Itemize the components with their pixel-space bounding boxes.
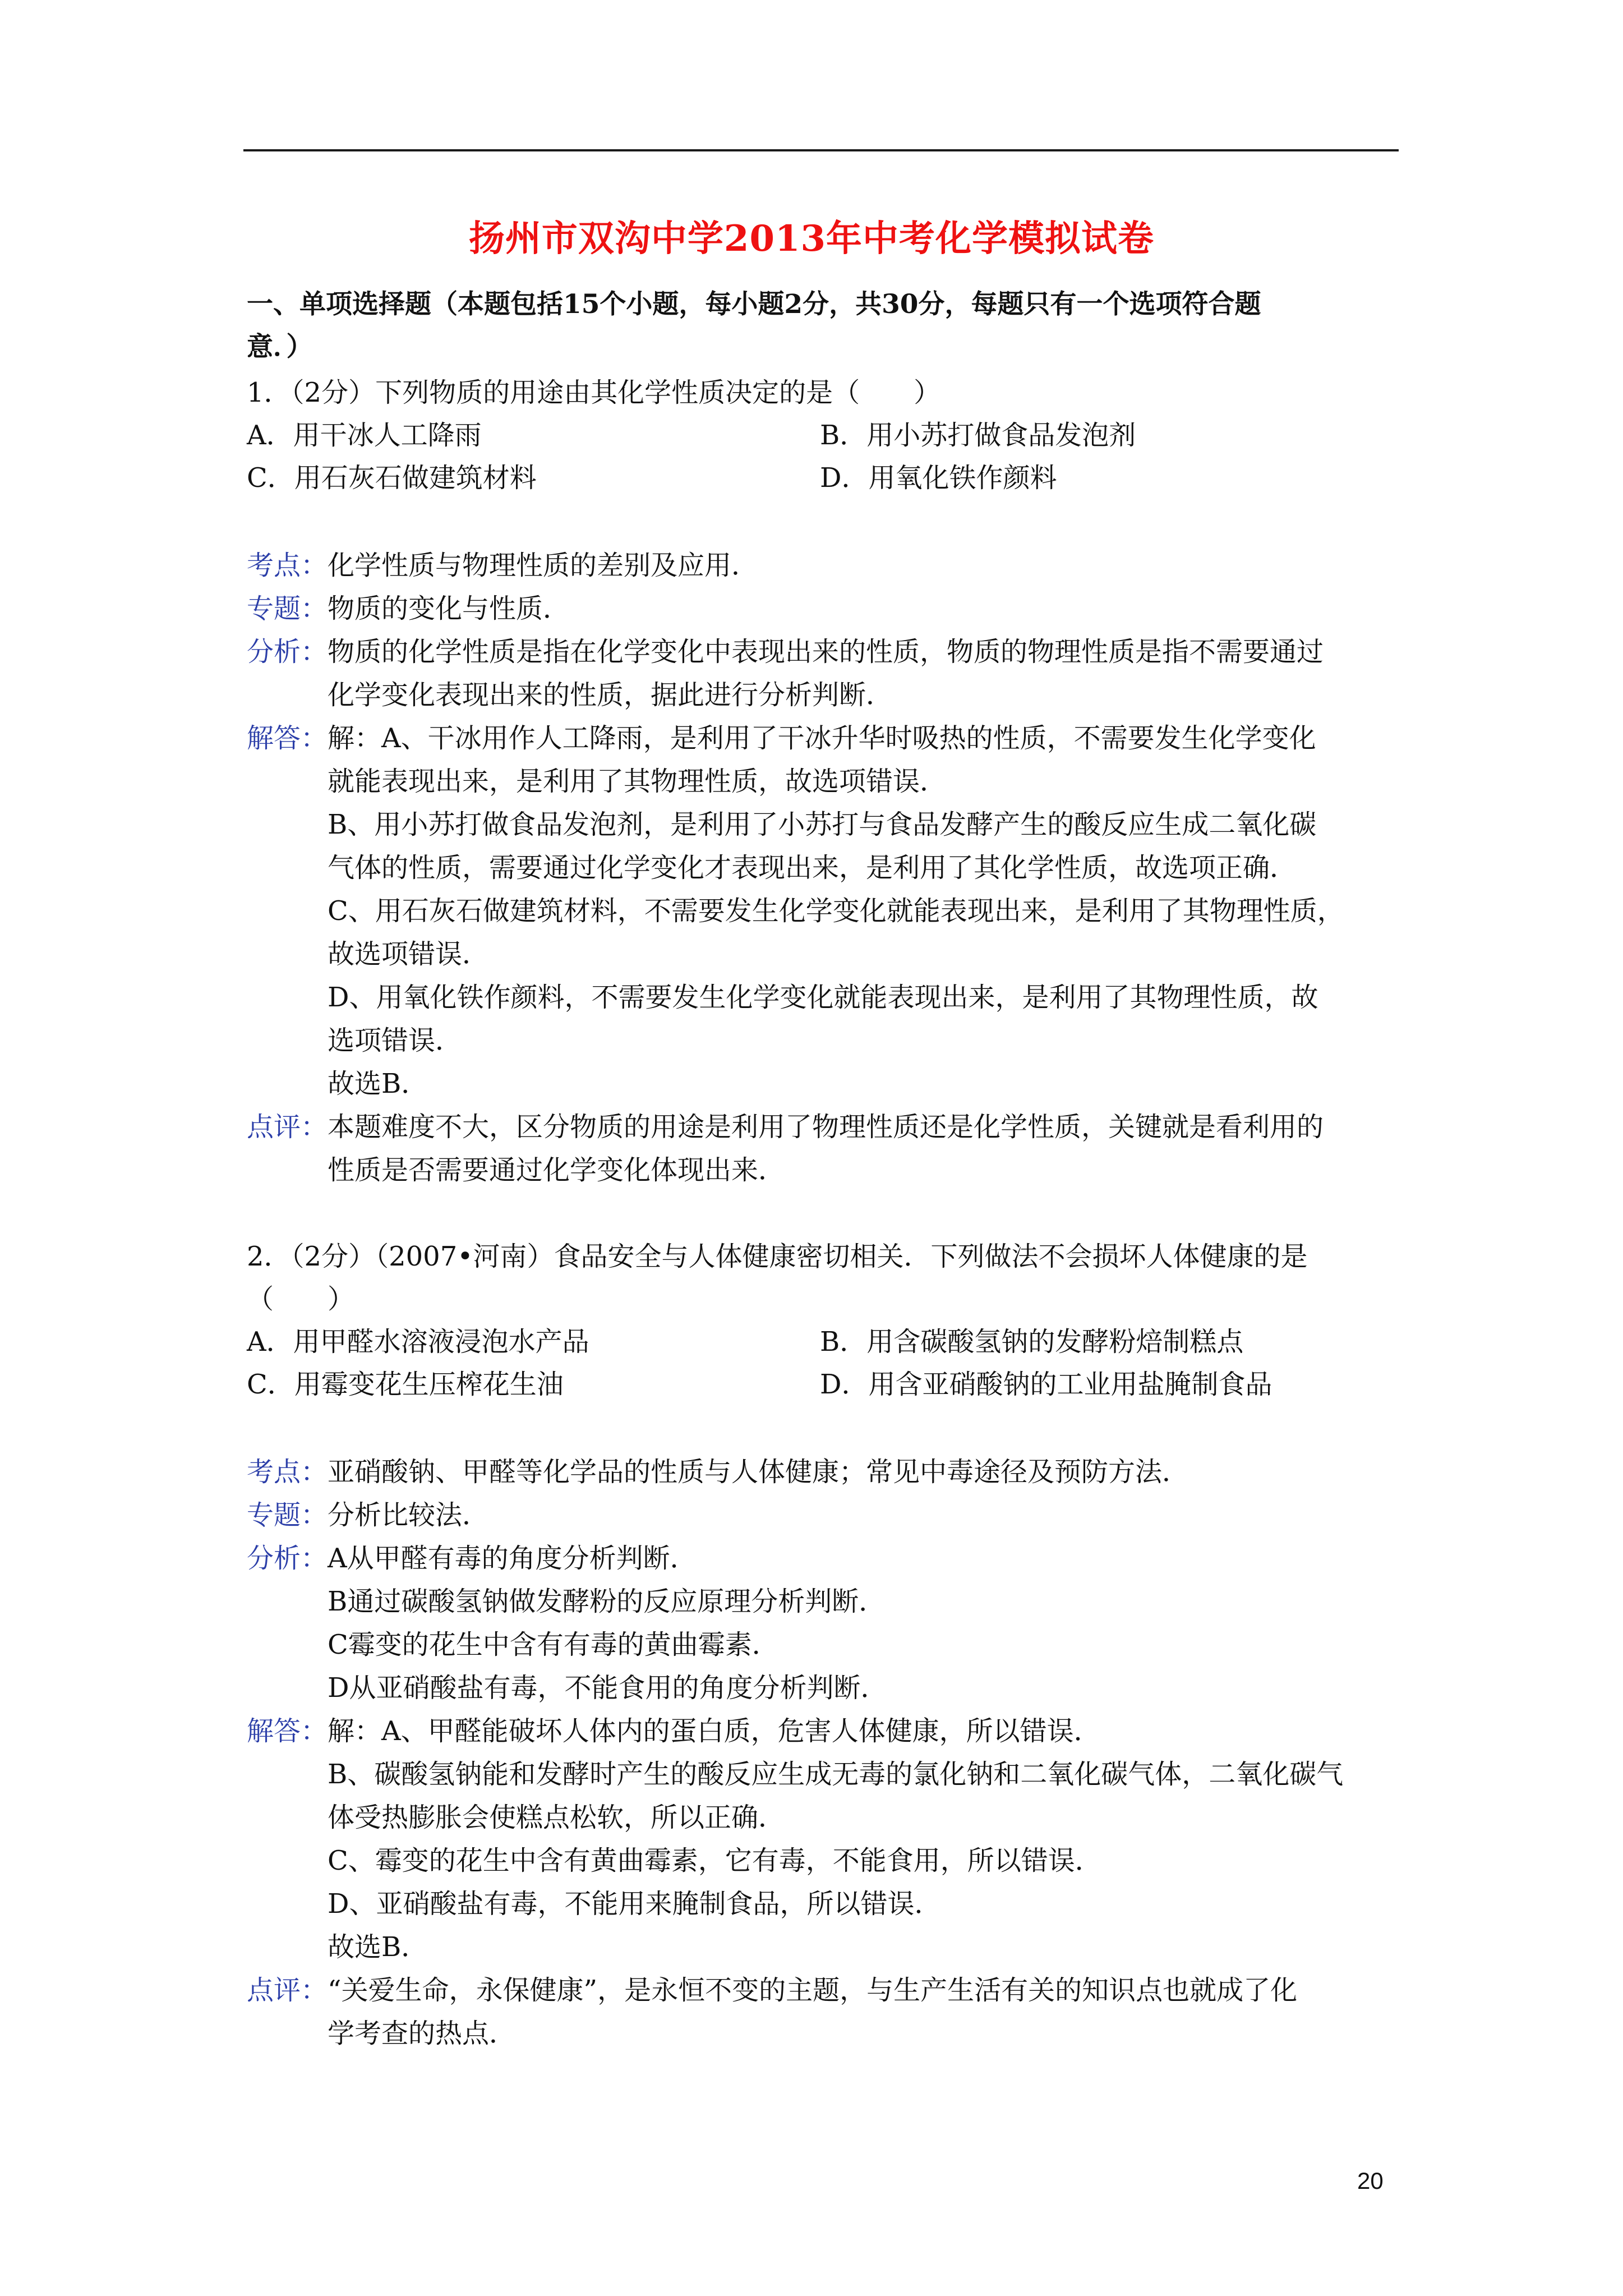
question-1-zhuanti-label: 专题： <box>247 593 328 624</box>
question-2-fenxi-line: B通过碳酸氢钠做发酵粉的反应原理分析判断． <box>328 1586 886 1617</box>
question-1-dianping-label: 点评： <box>247 1111 328 1143</box>
question-1-option-d: D．用氧化铁作颜料 <box>820 462 1057 494</box>
question-1-jieda-line: 解：A、干冰用作人工降雨，是利用了干冰升华时吸热的性质，不需要发生化学变化 <box>328 723 1316 754</box>
question-1-jieda-line: 就能表现出来，是利用了其物理性质，故选项错误． <box>328 766 947 797</box>
question-2-option-c: C．用霉变花生压榨花生油 <box>247 1369 564 1400</box>
question-2-stem: 2．（2分）（2007•河南）食品安全与人体健康密切相关．下列做法不会损坏人体健康的是 <box>247 1241 1308 1272</box>
question-1-zhuanti-text: 物质的变化与性质． <box>328 593 570 624</box>
question-1-jieda-line: 选项错误． <box>328 1025 463 1056</box>
question-2-jieda-line: 故选B． <box>328 1931 428 1963</box>
question-2-option-d: D．用含亚硝酸钠的工业用盐腌制食品 <box>820 1369 1272 1400</box>
question-1-dianping-line: 性质是否需要通过化学变化体现出来． <box>328 1154 786 1186</box>
question-2-dianping-line: “关爱生命，永保健康”，是永恒不变的主题，与生产生活有关的知识点也就成了化 <box>328 1975 1298 2006</box>
question-1-fenxi-label: 分析： <box>247 636 328 668</box>
question-1-jieda-line: 气体的性质，需要通过化学变化才表现出来，是利用了其化学性质，故选项正确． <box>328 852 1297 884</box>
question-2-jieda-label: 解答： <box>247 1715 328 1747</box>
question-1-option-b: B．用小苏打做食品发泡剂 <box>820 420 1136 451</box>
question-1-option-c: C．用石灰石做建筑材料 <box>247 462 537 494</box>
question-2-jieda-line: B、碳酸氢钠能和发酵时产生的酸反应生成无毒的氯化钠和二氧化碳气体，二氧化碳气 <box>328 1759 1344 1790</box>
question-1-jieda-line: 故选项错误． <box>328 938 490 970</box>
page-number: 20 <box>1357 2168 1384 2194</box>
question-2-kaodian-text: 亚硝酸钠、甲醛等化学品的性质与人体健康；常见中毒途径及预防方法． <box>328 1456 1189 1488</box>
question-1-jieda-label: 解答： <box>247 723 328 754</box>
question-1-kaodian-label: 考点： <box>247 550 328 581</box>
header-rule <box>243 149 1399 151</box>
question-1-kaodian-text: 化学性质与物理性质的差别及应用． <box>328 550 759 581</box>
question-2-option-a: A．用甲醛水溶液浸泡水产品 <box>247 1326 589 1358</box>
question-2-zhuanti-label: 专题： <box>247 1499 328 1531</box>
question-1-option-a: A．用干冰人工降雨 <box>247 420 482 451</box>
question-2-zhuanti-text: 分析比较法． <box>328 1499 490 1531</box>
question-2-dianping-line: 学考查的热点． <box>328 2018 517 2049</box>
question-1-jieda-line: 故选B． <box>328 1068 428 1099</box>
question-2-fenxi-line: D从亚硝酸盐有毒，不能食用的角度分析判断． <box>328 1672 888 1704</box>
question-2-dianping-label: 点评： <box>247 1975 328 2006</box>
question-1-fenxi-line: 化学变化表现出来的性质，据此进行分析判断． <box>328 679 893 711</box>
section-heading-line: 意．） <box>247 332 313 362</box>
question-2-jieda-line: D、亚硝酸盐有毒，不能用来腌制食品，所以错误． <box>328 1888 942 1920</box>
question-1-jieda-line: C、用石灰石做建筑材料，不需要发生化学变化就能表现出来，是利用了其物理性质， <box>328 895 1344 927</box>
page-title: 扬州市双沟中学2013年中考化学模拟试卷 <box>468 218 1155 260</box>
question-1-fenxi-line: 物质的化学性质是指在化学变化中表现出来的性质，物质的物理性质是指不需要通过 <box>328 636 1324 668</box>
question-1-dianping-line: 本题难度不大，区分物质的用途是利用了物理性质还是化学性质，关键就是看利用的 <box>328 1111 1324 1143</box>
question-1-jieda-line: B、用小苏打做食品发泡剂，是利用了小苏打与食品发酵产生的酸反应生成二氧化碳 <box>328 809 1317 840</box>
question-1-stem: 1．（2分）下列物质的用途由其化学性质决定的是（ ） <box>247 377 941 408</box>
section-heading <box>247 283 1402 369</box>
question-2-stem: （ ） <box>247 1283 355 1315</box>
question-2-fenxi-label: 分析： <box>247 1543 328 1574</box>
question-2-fenxi-line: A从甲醛有毒的角度分析判断． <box>328 1543 697 1574</box>
question-2-fenxi-line: C霉变的花生中含有有毒的黄曲霉素． <box>328 1629 779 1660</box>
question-2-jieda-line: C、霉变的花生中含有黄曲霉素，它有毒，不能食用，所以错误． <box>328 1845 1102 1876</box>
section-heading-line: 一、单项选择题（本题包括15个小题，每小题2分，共30分，每题只有一个选项符合题 <box>247 289 1261 320</box>
question-2-option-b: B．用含碳酸氢钠的发酵粉焙制糕点 <box>820 1326 1244 1358</box>
question-2-kaodian-label: 考点： <box>247 1456 328 1488</box>
question-2-jieda-line: 解：A、甲醛能破坏人体内的蛋白质，危害人体健康，所以错误． <box>328 1715 1101 1747</box>
question-2-jieda-line: 体受热膨胀会使糕点松软，所以正确． <box>328 1802 786 1833</box>
question-1-jieda-line: D、用氧化铁作颜料，不需要发生化学变化就能表现出来，是利用了其物理性质，故 <box>328 982 1318 1013</box>
